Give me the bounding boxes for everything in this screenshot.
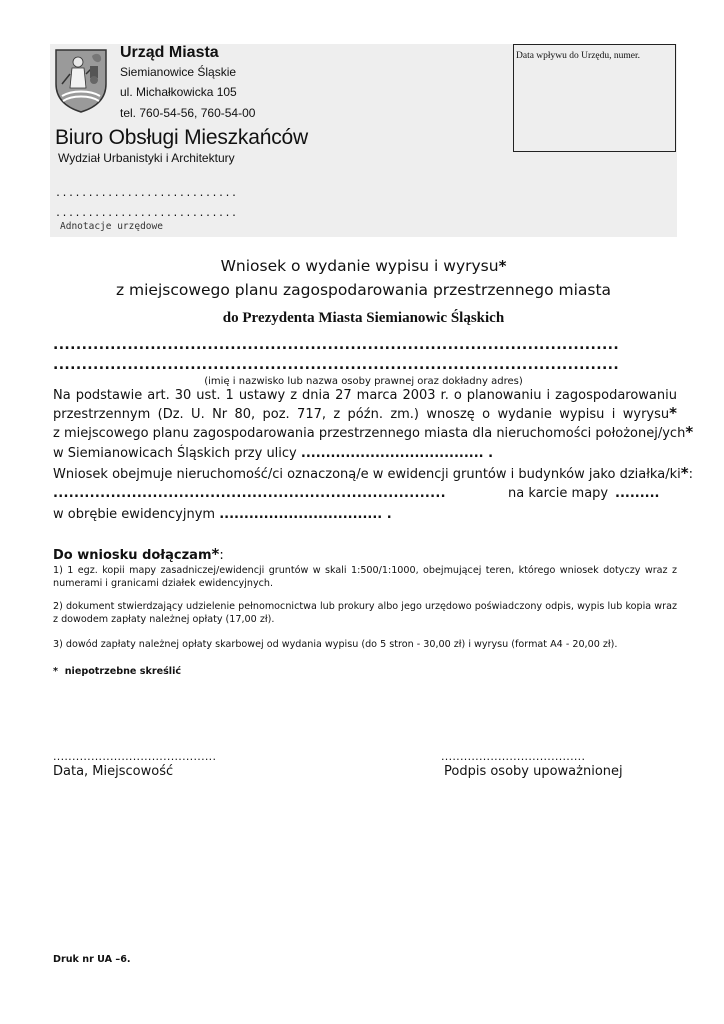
coat-of-arms-icon [52, 44, 110, 114]
paragraph-1-line-3: z miejscowego planu zagospodarowania przestrzennego miasta dla nieruchomości położonej/ych* [53, 423, 694, 441]
signature-label: Podpis osoby upoważnionej [444, 764, 623, 779]
attachment-item-3: 3) dowód zapłaty należnej opłaty skarbowej od wydania wypisu (do 5 stron - 30,00 zł) i wyrysu (format A4 - 20,00 zł). [53, 639, 618, 650]
form-title-line1: Wniosek o wydanie wypisu i wyrysu* [220, 257, 507, 275]
attachment-item-2: 2) dokument stwierdzający udzielenie pełnomocnictwa lub prokury albo jego urzędowo poświadczony odpis, wypis lub kopia wraz z dowodem zapłaty należnej opłaty (17,00 zł). [53, 601, 677, 625]
office-city: Siemianowice Śląskie [120, 65, 237, 79]
receipt-stamp-label: Data wpływu do Urzędu, numer. [516, 51, 640, 61]
paragraph-2-line-1: Wniosek obejmuje nieruchomość/ci oznaczoną/e w ewidencji gruntów i budynków jako działka/ki*: [53, 464, 693, 482]
receipt-stamp-box[interactable] [513, 44, 676, 152]
paragraph-2-line-3: w obrębie ewidencyjnym ................................. . [53, 507, 392, 522]
office-street: ul. Michałkowicka 105 [120, 85, 237, 99]
applicant-field-1[interactable]: ................................................................................................... [53, 337, 620, 353]
date-place-label: Data, Miejscowość [53, 764, 174, 779]
form-title-line2: z miejscowego planu zagospodarowania przestrzennego miasta [115, 281, 612, 299]
attachments-title: Do wniosku dołączam*: [53, 545, 224, 563]
bureau-name: Biuro Obsługi Mieszkańców [55, 126, 308, 149]
annotation-label: Adnotacje urzędowe [60, 221, 163, 232]
title-asterisk: * [498, 257, 507, 275]
office-phone: tel. 760-54-56, 760-54-00 [120, 106, 256, 120]
attachment-item-1: 1) 1 egz. kopii mapy zasadniczej/ewidencji gruntów w skali 1:500/1:1000, obejmującej teren, którego wniosek dotyczy wraz z numerami i granicami działek ewidencyjnych. [53, 565, 677, 589]
office-name: Urząd Miasta [120, 44, 219, 61]
strike-note: * niepotrzebne skreślić [53, 666, 182, 677]
applicant-caption: (imię i nazwisko lub nazwa osoby prawnej oraz dokładny adres) [204, 376, 523, 387]
form-number: Druk nr UA –6. [53, 954, 131, 965]
annotation-dots-1: ............................ [55, 188, 238, 199]
parcel-field[interactable]: ........................................................................... [53, 486, 446, 501]
paragraph-1-line-2: przestrzennym (Dz. U. Nr 80, poz. 717, z późn. zm.) wnoszę o wydanie wypisu i wyrysu* [53, 404, 677, 422]
annotation-dots-2: ............................ [55, 208, 238, 219]
form-addressee: do Prezydenta Miasta Siemianowic Śląskich [222, 310, 505, 326]
date-place-field[interactable]: ........................................... [53, 750, 217, 763]
paragraph-1-line-4: w Siemianowicach Śląskich przy ulicy ..................................... . [53, 446, 494, 461]
precinct-field[interactable]: ................................. . [219, 507, 392, 522]
signature-field[interactable]: ...................................... [441, 750, 586, 763]
department-name: Wydział Urbanistyki i Architektury [58, 151, 235, 165]
map-sheet-field[interactable]: ......... [615, 486, 660, 501]
paragraph-1-line-1: Na podstawie art. 30 ust. 1 ustawy z dnia 27 marca 2003 r. o planowaniu i zagospodarowaniu [53, 388, 677, 403]
applicant-field-2[interactable]: ................................................................................................... [53, 357, 620, 373]
paragraph-2-line-2: ........................................................................... na karcie mapy ......... [53, 486, 660, 501]
street-field[interactable]: ..................................... . [300, 446, 494, 461]
